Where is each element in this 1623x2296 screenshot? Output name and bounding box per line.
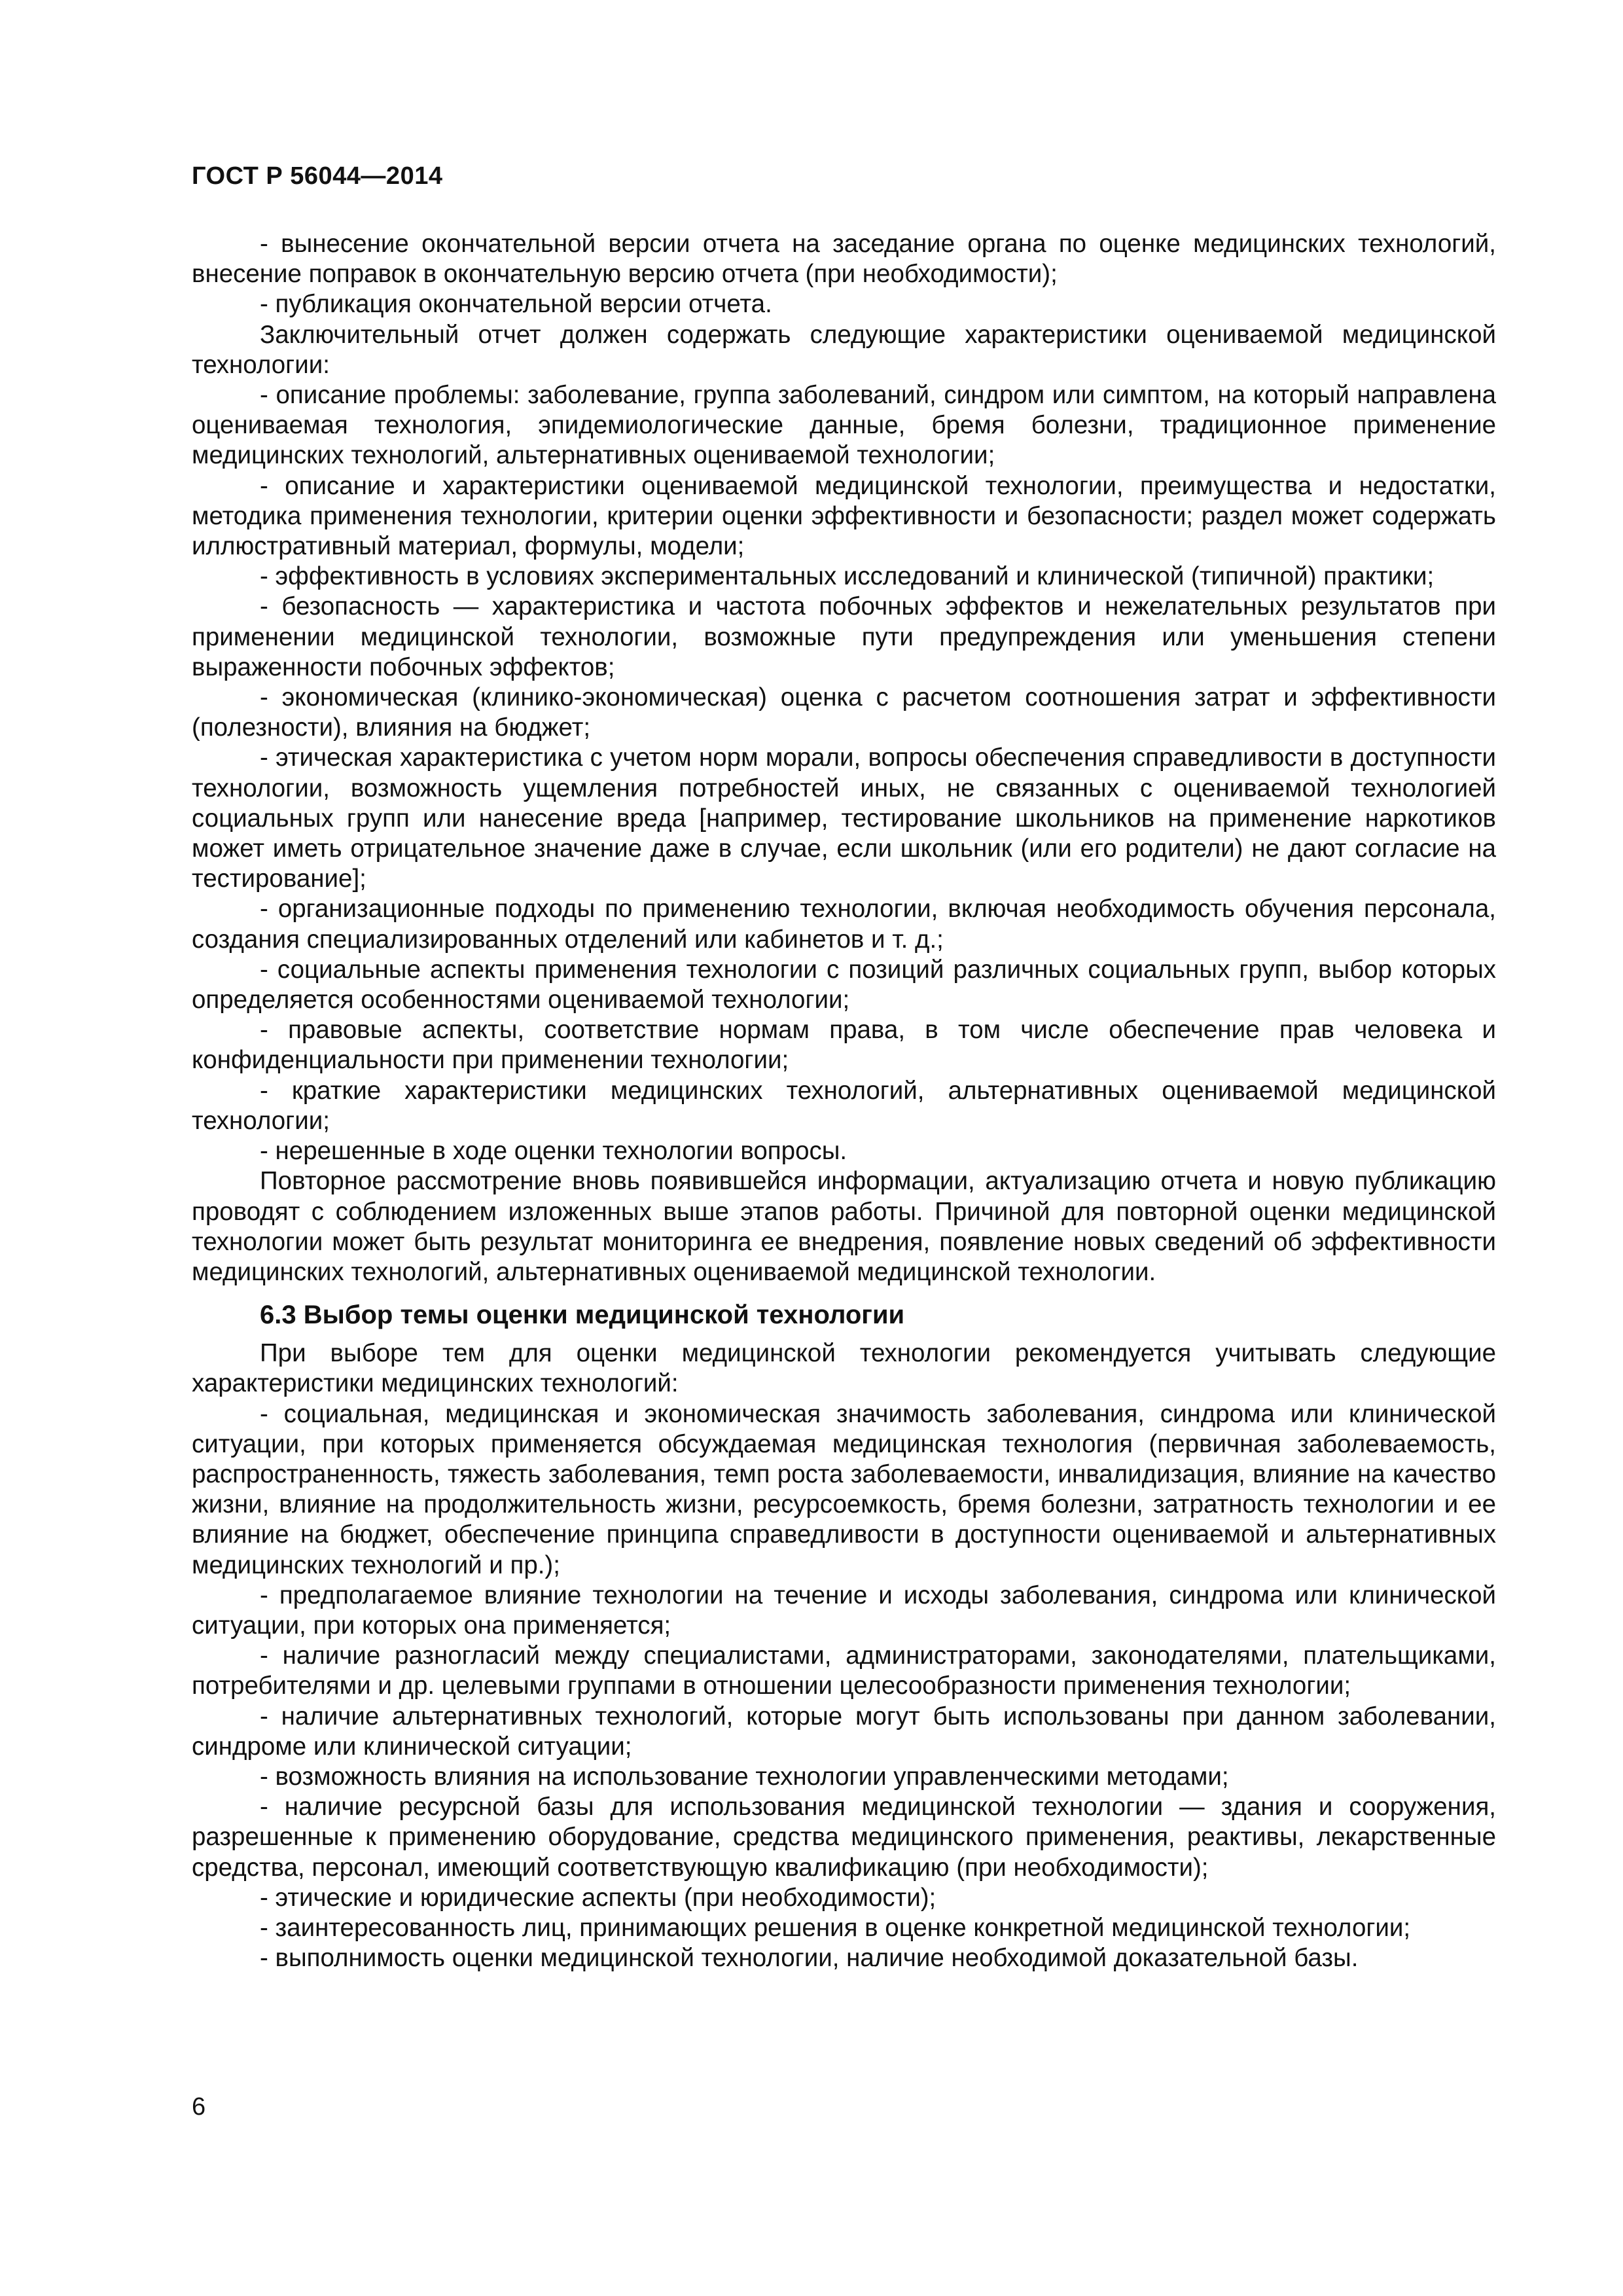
paragraph: - этическая характеристика с учетом норм морали, вопросы обеспечения справедливости в доступности технологии, возможность ущемления потребностей иных, не связанных с оцениваемой технологией социальных групп или нанесение вреда [например, тестирование школьников на применение наркотиков может иметь отрицательное значение даже в случае, если школьник (или его родители) не дают согласие на тестирование]; bbox=[192, 744, 1496, 893]
paragraph: Повторное рассмотрение вновь появившейся информации, актуализацию отчета и новую публикацию проводят с соблюдением изложенных выше этапов работы. Причиной для повторной оценки медицинской технологии может быть результат мониторинга ее внедрения, появление новых сведений об эффективности медицинских технологий, альтернативных оцениваемой медицинской технологии. bbox=[192, 1167, 1496, 1286]
page-number: 6 bbox=[192, 2093, 206, 2121]
paragraph: - описание проблемы: заболевание, группа заболеваний, синдром или симптом, на который направлена оцениваемая технология, эпидемиологические данные, бремя болезни, традиционное применение медицинских технологий, альтернативных оцениваемой технологии; bbox=[192, 381, 1496, 470]
paragraph: - организационные подходы по применению технологии, включая необходимость обучения персонала, создания специализированных отделений или кабинетов и т. д.; bbox=[192, 895, 1496, 954]
paragraph: Заключительный отчет должен содержать следующие характеристики оцениваемой медицинской технологии: bbox=[192, 320, 1496, 379]
paragraph: При выборе тем для оценки медицинской технологии рекомендуется учитывать следующие характеристики медицинских технологий: bbox=[192, 1339, 1496, 1398]
paragraph: - социальные аспекты применения технологии с позиций различных социальных групп, выбор которых определяется особенностями оцениваемой технологии; bbox=[192, 955, 1496, 1014]
paragraph: - наличие ресурсной базы для использования медицинской технологии — здания и сооружения, разрешенные к применению оборудование, средства медицинского применения, реактивы, лекарственные средства, персонал, имеющий соответствующую квалификацию (при необходимости); bbox=[192, 1793, 1496, 1882]
paragraph: - заинтересованность лиц, принимающих решения в оценке конкретной медицинской технологии; bbox=[260, 1913, 1411, 1942]
paragraph: - краткие характеристики медицинских технологий, альтернативных оцениваемой медицинской технологии; bbox=[192, 1076, 1496, 1135]
paragraph: - выполнимость оценки медицинской технологии, наличие необходимой доказательной базы. bbox=[260, 1944, 1359, 1973]
paragraph: - наличие альтернативных технологий, которые могут быть использованы при данном заболевании, синдроме или клинической ситуации; bbox=[192, 1702, 1496, 1761]
paragraph: - вынесение окончательной версии отчета на заседание органа по оценке медицинских технологий, внесение поправок в окончательную версию отчета (при необходимости); bbox=[192, 230, 1496, 289]
paragraph: - экономическая (клинико-экономическая) оценка с расчетом соотношения затрат и эффективности (полезности), влияния на бюджет; bbox=[192, 683, 1496, 742]
paragraph: - нерешенные в ходе оценки технологии вопросы. bbox=[260, 1137, 847, 1166]
paragraph: - описание и характеристики оцениваемой медицинской технологии, преимущества и недостатки, методика применения технологии, критерии оценки эффективности и безопасности; раздел может содержать иллюстративный материал, формулы, модели; bbox=[192, 471, 1496, 561]
paragraph: - безопасность — характеристика и частота побочных эффектов и нежелательных результатов при применении медицинской технологии, возможные пути предупреждения или уменьшения степени выраженности побочных эффектов; bbox=[192, 592, 1496, 681]
document-header: ГОСТ Р 56044—2014 bbox=[192, 162, 443, 190]
paragraph: - правовые аспекты, соответствие нормам права, в том числе обеспечение прав человека и конфиденциальности при применении технологии; bbox=[192, 1016, 1496, 1075]
paragraph: - наличие разногласий между специалистами, администраторами, законодателями, плательщиками, потребителями и др. целевыми группами в отношении целесообразности применения технологии; bbox=[192, 1641, 1496, 1700]
document-body bbox=[192, 229, 1496, 1973]
section-heading: 6.3 Выбор темы оценки медицинской технологии bbox=[260, 1300, 905, 1330]
paragraph: - социальная, медицинская и экономическая значимость заболевания, синдрома или клинической ситуации, при которых применяется обсуждаемая медицинская технология (первичная заболеваемость, распространенность, тяжесть заболевания, темп роста заболеваемости, инвалидизация, влияние на качество жизни, влияние на продолжительность жизни, ресурсоемкость, бремя болезни, затратность технологии и ее влияние на бюджет, обеспечение принципа справедливости в доступности оцениваемой и альтернативных медицинских технологий и пр.); bbox=[192, 1399, 1496, 1579]
paragraph: - публикация окончательной версии отчета. bbox=[260, 290, 772, 319]
paragraph: - возможность влияния на использование технологии управленческими методами; bbox=[260, 1762, 1229, 1791]
paragraph: - эффективность в условиях экспериментальных исследований и клинической (типичной) практики; bbox=[260, 562, 1435, 591]
paragraph: - предполагаемое влияние технологии на течение и исходы заболевания, синдрома или клинической ситуации, при которых она применяется; bbox=[192, 1581, 1496, 1640]
paragraph: - этические и юридические аспекты (при необходимости); bbox=[260, 1883, 936, 1912]
